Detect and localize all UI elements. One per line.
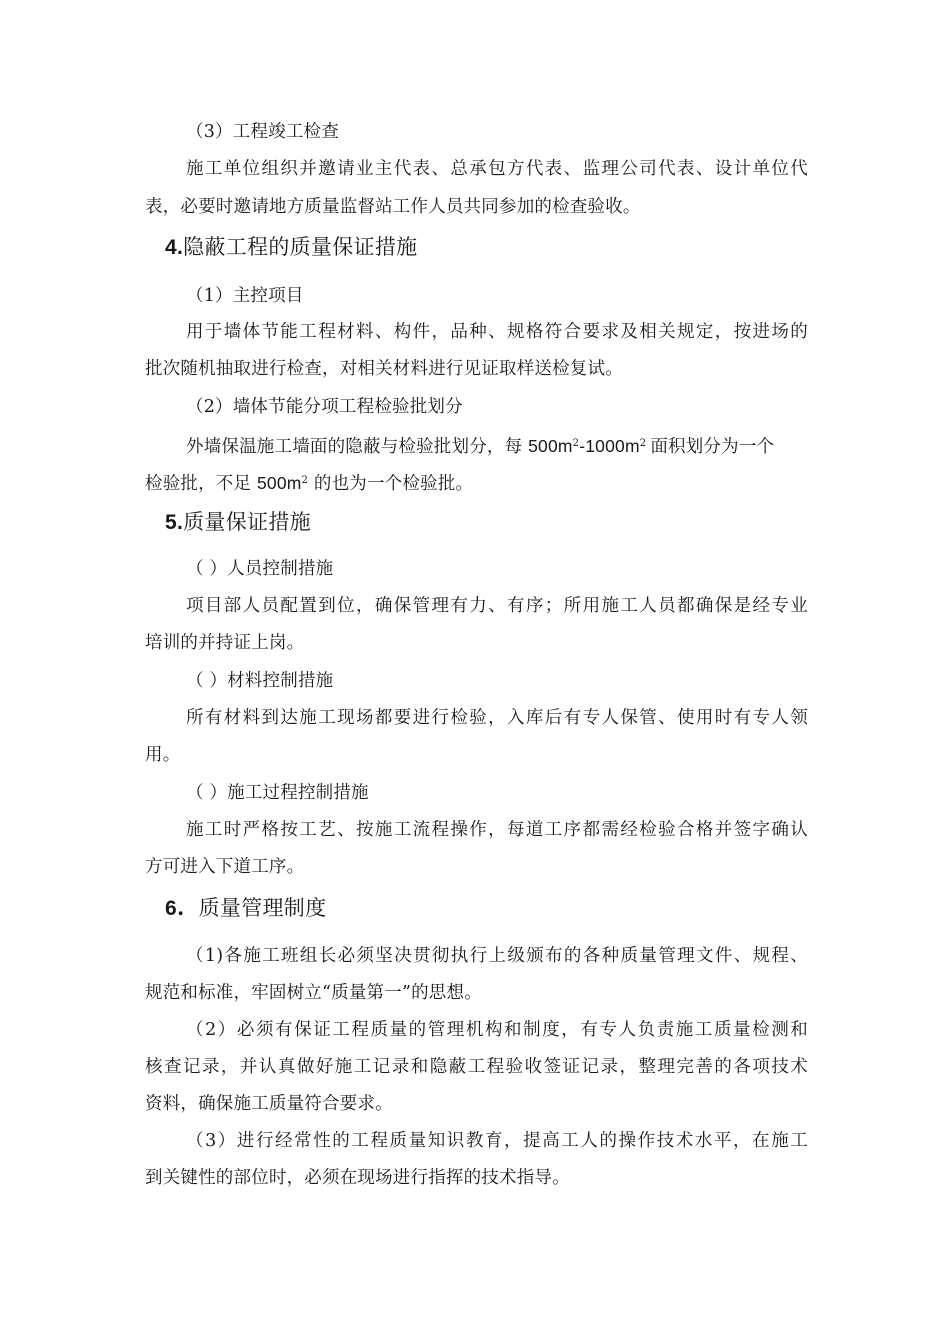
subheading-completion-check: （3）工程竣工检查 — [186, 122, 339, 142]
paragraph-line: 项目部人员配置到位，确保管理有力、有序；所用施工人员都确保是经专业 — [186, 596, 808, 616]
paragraph-line-area-2 — [145, 469, 473, 496]
paragraph-line: 施工单位组织并邀请业主代表、总承包方代表、监理公司代表、设计单位代 — [186, 159, 808, 179]
subheading-material-control: （ ）材料控制措施 — [186, 671, 334, 691]
subheading-personnel-control: （ ）人员控制措施 — [186, 559, 334, 579]
area-value-2: -1000m — [579, 436, 640, 456]
paragraph-line: 用。 — [145, 745, 181, 765]
area-superscript: 2 — [301, 475, 309, 486]
heading-number: 4. — [165, 236, 184, 259]
area-value-3: 500m — [256, 473, 302, 493]
paragraph-line: 施工时严格按工艺、按施工流程操作，每道工序都需经检验合格并签字确认 — [186, 820, 808, 840]
paragraph-line: 表，必要时邀请地方质量监督站工作人员共同参加的检查验收。 — [145, 197, 641, 217]
heading-title: 质量管理制度 — [198, 896, 327, 920]
paragraph-line: 规范和标准，牢固树立“质量第一”的思想。 — [145, 983, 482, 1003]
paragraph-line: （3）进行经常性的工程质量知识教育，提高工人的操作技术水平，在施工 — [186, 1131, 808, 1151]
area-superscript: 2 — [639, 438, 647, 449]
section-heading-4 — [165, 233, 417, 262]
subheading-process-control: （ ）施工过程控制措施 — [186, 783, 369, 803]
paragraph-line: 资料，确保施工质量符合要求。 — [145, 1094, 393, 1114]
paragraph-line: 到关键性的部位时，必须在现场进行指挥的技术指导。 — [145, 1168, 570, 1188]
area-prefix: 外墙保温施工墙面的隐蔽与检验批划分，每 — [186, 437, 523, 457]
paragraph-line-area — [186, 432, 808, 459]
section-heading-5 — [165, 508, 311, 537]
area-value-1: 500m — [528, 436, 573, 456]
paragraph-line: 用于墙体节能工程材料、构件，品种、规格符合要求及相关规定，按进场的 — [186, 322, 808, 342]
section-heading-6 — [165, 894, 326, 923]
subheading-main-control: （1）主控项目 — [186, 286, 304, 306]
area-tail: 面积划分为一个 — [650, 437, 775, 457]
heading-title: 质量保证措施 — [183, 510, 311, 534]
heading-title: 隐蔽工程的质量保证措施 — [183, 235, 418, 259]
heading-dot: . — [176, 895, 185, 920]
heading-number: 5. — [165, 511, 184, 534]
paragraph-line: 方可进入下道工序。 — [145, 857, 305, 877]
paragraph-line: （1)各施工班组长必须坚决贯彻执行上级颁布的各种质量管理文件、规程、 — [186, 946, 808, 966]
heading-number: 6 — [165, 897, 177, 920]
subheading-batch-division: （2）墙体节能分项工程检验批划分 — [186, 397, 463, 417]
area-line2-tail: 的也为一个检验批。 — [313, 474, 474, 494]
paragraph-line: 批次随机抽取进行检查，对相关材料进行见证取样送检复试。 — [145, 359, 623, 379]
paragraph-line: 培训的并持证上岗。 — [145, 633, 305, 653]
paragraph-line: 核查记录，并认真做好施工记录和隐蔽工程验收签证记录，整理完善的各项技术 — [145, 1057, 808, 1077]
area-superscript: 2 — [572, 438, 580, 449]
paragraph-line: （2）必须有保证工程质量的管理机构和制度，有专人负责施工质量检测和 — [186, 1020, 808, 1040]
paragraph-line: 所有材料到达施工现场都要进行检验，入库后有专人保管、使用时有专人领 — [186, 708, 808, 728]
area-line2-prefix: 检验批，不足 — [145, 474, 252, 494]
